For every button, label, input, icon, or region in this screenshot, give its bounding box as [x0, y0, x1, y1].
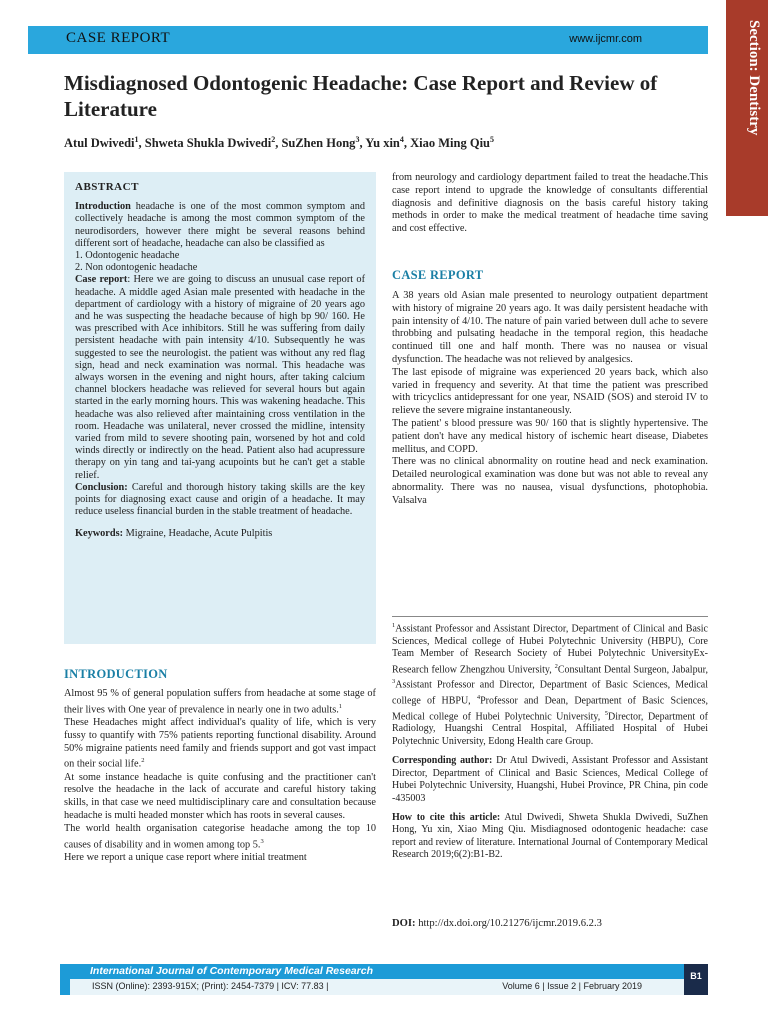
author-name: Xiao Ming Qiu — [410, 136, 490, 151]
abstract-heading: ABSTRACT — [75, 181, 139, 193]
footer-bar — [70, 964, 708, 979]
abstract-case-report: Case report: Here we are going to discuss an unusual case report of headache. A middle aged Asian male presented with headache in the department of cardiology with a history of migraine of 20 years ago and he was suspecting the headache because of high bp 90/ 160. He was prescribed with Ace inhibitors. Still he was suffering from daily persistent headache with pain intensity 4/10. Subsequently he was suggested to see the neurologist. the patient was without any red flag sign, head and neck examination was normal. This headache was always worsen in the evening and night hours, after taking calcium channel blockers headache was relieved for several hours but again started in the early morning hours. This was wakening headache. This headache was also relieved after maintaining cross ventilation in the room. Headache was unilateral, never crossed the midline, intensity varied from mild to severe shooting pain, worsened by hot and cold winds directly or indirectly on the head. Patient also had acupressure therapy on yin tang and tai-yang acupoints but he can't get a stable relief. — [75, 274, 365, 481]
citation: How to cite this article: Atul Dwivedi, Shweta Shukla Dwivedi, SuZhen Hong, Yu xin, Xiao Ming Qiu. Misdiagnosed odontogenic headache: case report and review of literature. International Journal of Contemporary Medical Research 2019;6(2):B1-B2. — [392, 811, 708, 861]
right-column-continuation — [392, 172, 708, 236]
paragraph: A 38 years old Asian male presented to neurology outpatient department with history of migraine 20 years ago. It was daily persistent headache with pain intensity of 4/10. The nature of pain varied between dull ache to severe throbbing and pulsating headache in the temporal region, this headache continued till one and half month. There was no nausea or visual dysfunction. The headache was not relieved by analgesics. — [392, 290, 708, 365]
footer-issn: ISSN (Online): 2393-915X; (Print): 2454-7379 | ICV: 77.83 | — [92, 981, 329, 991]
paragraph: There was no clinical abnormality on routine head and neck examination. Detailed neurological examination was done but was not able to reveal any abnormality. There was no nausea, visual dysfunctions, photophobia. Valsalva — [392, 456, 708, 506]
doi-link[interactable]: http://dx.doi.org/10.21276/ijcmr.2019.6.2.3 — [415, 918, 602, 929]
affiliation-divider — [392, 616, 708, 617]
doi: DOI: http://dx.doi.org/10.21276/ijcmr.2019.6.2.3 — [392, 918, 602, 929]
author-name: Shweta Shukla Dwivedi — [144, 136, 272, 151]
abstract-introduction: Introduction headache is one of the most common symptom and collectively headache is among the most common symptom of the neurodisorders, however there might be several reasons behind different sort of headache, headache can also be classified as — [75, 201, 365, 249]
paragraph: The world health organisation categorise headache among the top 10 causes of disability and in women among top 5.$^3$ — [64, 822, 376, 851]
section-side-text: Section: Dentistry — [746, 20, 762, 136]
abstract-list-item: 1. Odontogenic headache — [75, 250, 180, 262]
abstract-box — [64, 172, 376, 644]
footer-accent — [60, 964, 70, 995]
case-report-body — [392, 290, 708, 508]
introduction-body — [64, 688, 376, 865]
footer-journal-name: International Journal of Contemporary Medical Research — [90, 965, 373, 977]
paragraph: The patient' s blood pressure was 90/ 160 that is slightly hypertensive. The patient don't have any medical history of ischemic heart disease, Diabetes mellitus, and COPD. — [392, 417, 708, 455]
page-number: B1 — [690, 971, 702, 981]
author-list: Atul Dwivedi$^1$, Shweta Shukla Dwivedi$^2$, SuZhen Hong$^3$, Yu xin$^4$, Xiao Ming Qiu$^5$ — [64, 135, 494, 151]
journal-url[interactable]: www.ijcmr.com — [569, 33, 642, 45]
abstract-list-item: 2. Non odontogenic headache — [75, 262, 198, 274]
section-side-tab — [726, 0, 768, 216]
affiliations — [392, 620, 708, 869]
footer-info — [70, 979, 708, 995]
abstract-keywords: Keywords: Migraine, Headache, Acute Pulpitis — [75, 528, 273, 540]
footer-volume: Volume 6 | Issue 2 | February 2019 — [502, 981, 642, 991]
abstract-conclusion: Conclusion: Careful and thorough history taking skills are the key points for diagnosing exact cause and origin of a headache. It may reduce useless financial burden in the stable treatment of headache. — [75, 481, 365, 518]
introduction-heading: INTRODUCTION — [64, 667, 168, 681]
affiliation-text: $^1$Assistant Professor and Assistant Director, Department of Clinical and Basic Sciences, Medical college of Hubei Polytechnic University (HBPU), Core Team Member of Research Society of Hubei Polytechnic UniversityEx- Research fellow Zhengzhou University, $^2$Consultant Dental Surgeon, Jabalpur, $^3$Assistant Professor and Director, Department of Basic Sciences, Medical college of HBPU, $^4$Professor and Dean, Department of Basic Sciences, Medical college of Hubei Polytechnic University, $^5$Director, Department of Radiology, Huangshi Central Hospital, Affiliated Hospital of Hubei Polytechnic University, Edong Health care Group. — [392, 622, 708, 747]
author-name: SuZhen Hong — [281, 136, 356, 151]
author-name: Atul Dwivedi — [64, 136, 135, 151]
paragraph: from neurology and cardiology department failed to treat the headache.This case report intend to upgrade the knowledge of consultants differential diagnosis and definitive diagnosis on the basis careful history taking methods in order to make the medical treatment of headache time saving and cost effective. — [392, 172, 708, 235]
section-label: CASE REPORT — [66, 30, 171, 46]
paragraph: At some instance headache is quite confusing and the practitioner can't resolve the headache in the lack of accurate and careful history taking skills, in that case we need multidisciplinary care and consultation because headache is multi headed monster which has roots in several causes. — [64, 771, 376, 822]
paragraph: The last episode of migraine was experienced 20 years back, which also varied in frequency and severity. At that time the patient was prescribed with tricyclics antidepressant for one year, NSAID (SOS) and steroid IV to relieve the severe migraine instantaneously. — [392, 366, 708, 417]
paragraph: Almost 95 % of general population suffers from headache at some stage of their lives with One year of prevalence in nearly one in two adults.$^1$ — [64, 688, 376, 716]
paragraph: Here we report a unique case report where initial treatment — [64, 851, 307, 863]
author-name: Yu xin — [365, 136, 400, 151]
header-bar — [28, 26, 708, 54]
paragraph: These Headaches might affect individual's quality of life, which is very fussy to quantify with 75% patients reporting functional disability. Around 50% migraine patients need family and friends support and got vast impact on their social life.$^2$ — [64, 717, 376, 770]
page-number-box — [684, 964, 708, 995]
corresponding-author: Corresponding author: Dr Atul Dwivedi, Assistant Professor and Assistant Director, Department of Clinical and Basic Sciences, Medical College of Hubei Polytechnic University, Huangshi, Hubei Province, PR China, pin code -435003 — [392, 755, 708, 804]
case-report-heading: CASE REPORT — [392, 268, 484, 282]
article-title: Misdiagnosed Odontogenic Headache: Case Report and Review of Literature — [64, 71, 658, 121]
